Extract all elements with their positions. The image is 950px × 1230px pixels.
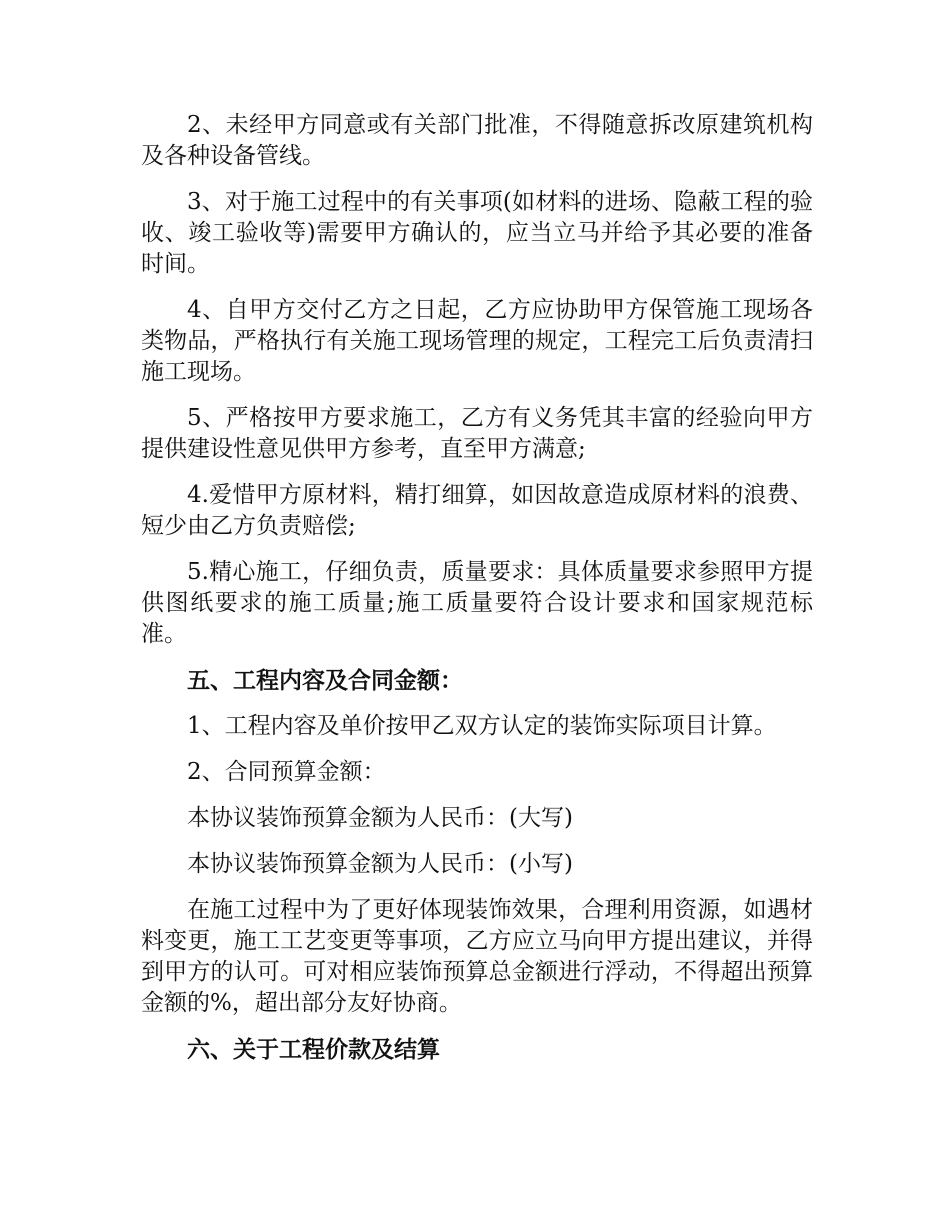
clause-2-no-alteration: 2、未经甲方同意或有关部门批准，不得随意拆改原建筑机构及各种设备管线。 (141, 112, 813, 169)
document-body (141, 110, 813, 1080)
clause-5-construction-requirements: 5、严格按甲方要求施工，乙方有义务凭其丰富的经验向甲方提供建设性意见供甲方参考，直至甲方满意; (141, 405, 813, 462)
amount-lowercase: 本协议装饰预算金额为人民币：(小写) (187, 851, 573, 877)
contract-item-1: 1、工程内容及单价按甲乙双方认定的装饰实际项目计算。 (187, 713, 777, 739)
clause-4-materials: 4.爱惜甲方原材料，精打细算，如因故意造成原材料的浪费、短少由乙方负责赔偿; (141, 482, 813, 539)
contract-item-2: 2、合同预算金额： (187, 759, 386, 785)
clause-4-site-management: 4、自甲方交付乙方之日起，乙方应协助甲方保管施工现场各类物品，严格执行有关施工现场管理的规定，工程完工后负责清扫施工现场。 (141, 297, 813, 385)
clause-5-quality: 5.精心施工，仔细负责，质量要求：具体质量要求参照甲方提供图纸要求的施工质量;施工质量要符合设计要求和国家规范标准。 (141, 559, 813, 647)
section-heading-6: 六、关于工程价款及结算 (187, 1036, 440, 1063)
clause-3-confirmation: 3、对于施工过程中的有关事项(如材料的进场、隐蔽工程的验收、竣工验收等)需要甲方确认的，应当立马并给予其必要的准备时间。 (141, 189, 813, 277)
amount-uppercase: 本协议装饰预算金额为人民币：(大写) (187, 805, 573, 831)
amount-adjustment: 在施工过程中为了更好体现装饰效果，合理利用资源，如遇材料变更，施工工艺变更等事项，乙方应立马向甲方提出建议，并得到甲方的认可。可对相应装饰预算总金额进行浮动，不得超出预算金额的%，超出部分友好协商。 (141, 897, 813, 1016)
section-heading-5: 五、工程内容及合同金额： (187, 667, 463, 694)
